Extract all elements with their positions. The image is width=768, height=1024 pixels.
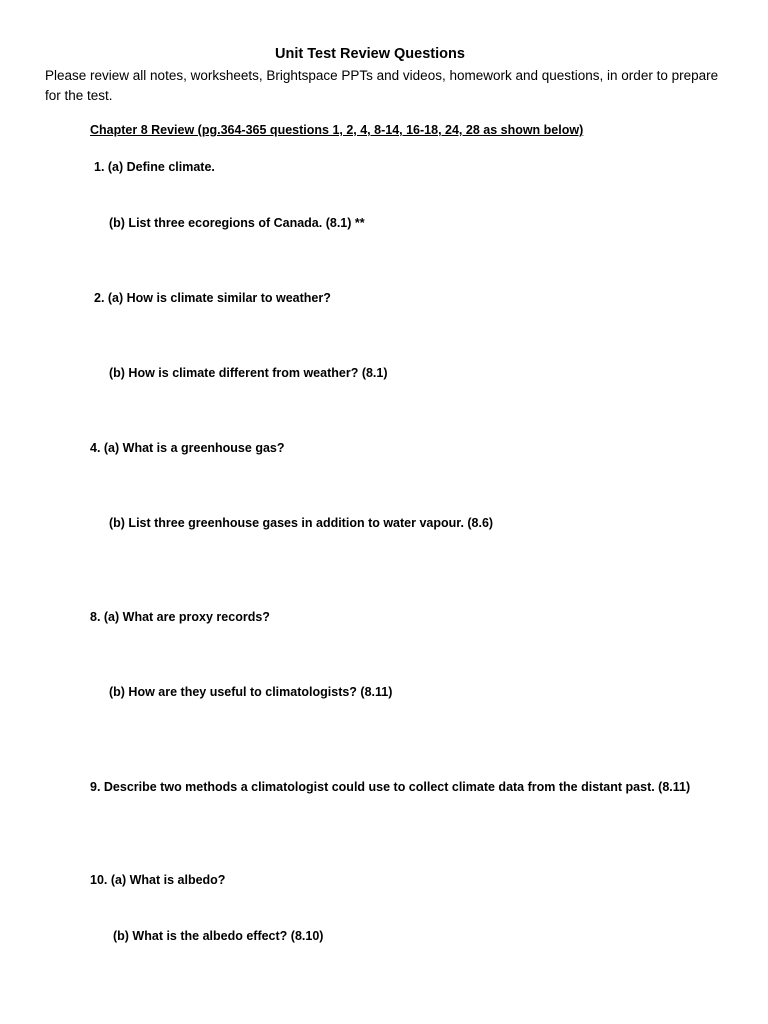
- question-4b: (b) List three greenhouse gases in addition to water vapour. (8.6): [109, 516, 494, 530]
- question-10a: 10. (a) What is albedo?: [90, 873, 226, 887]
- question-9: 9. Describe two methods a climatologist could use to collect climate data from the distant past. (8.11): [90, 780, 691, 794]
- question-1a: 1. (a) Define climate.: [94, 160, 215, 174]
- chapter-heading: Chapter 8 Review (pg.364-365 questions 1, 2, 4, 8-14, 16-18, 24, 28 as shown below): [90, 123, 584, 137]
- question-2a: 2. (a) How is climate similar to weather?: [94, 291, 331, 305]
- question-8b: (b) How are they useful to climatologists? (8.11): [109, 685, 393, 699]
- intro-paragraph: Please review all notes, worksheets, Brightspace PPTs and videos, homework and questions, in order to prepare for the test.: [45, 68, 719, 103]
- question-2b: (b) How is climate different from weather? (8.1): [109, 366, 388, 380]
- question-4a: 4. (a) What is a greenhouse gas?: [90, 441, 285, 455]
- question-1b: (b) List three ecoregions of Canada. (8.1) **: [109, 216, 365, 230]
- question-8a: 8. (a) What are proxy records?: [90, 610, 270, 624]
- question-10b: (b) What is the albedo effect? (8.10): [113, 929, 324, 943]
- page-title: Unit Test Review Questions: [275, 46, 465, 62]
